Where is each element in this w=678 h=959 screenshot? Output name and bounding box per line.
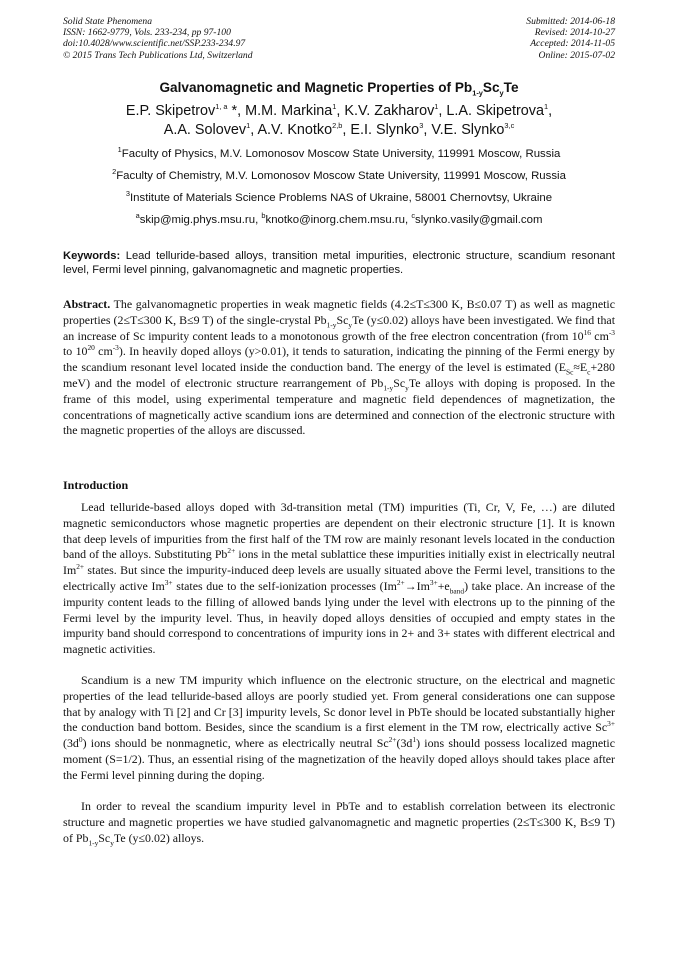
journal-info: [63, 16, 253, 61]
affiliation: $^3$Institute of Materials Science Problems NAS of Ukraine, 58001 Chernovtsy, Ukraine: [125, 189, 553, 204]
accepted-date: Accepted: 2014-11-05: [530, 38, 615, 50]
submitted-date: Submitted: 2014-06-18: [526, 16, 615, 27]
author: A.A. Solovev: [163, 122, 247, 138]
email-link[interactable]: knotko@inorg.chem.msu.ru: [265, 214, 405, 226]
body-paragraph: Lead telluride-based alloys doped with 3d-transition metal (TM) impurities (Ti, Cr, V, Fe, …) are diluted magnetic semiconductors whose magnetic properties are dependent on their electronic structure [1]. It is known that deep levels of impurities from the first half of the TM row are mainly resonant levels located in the conduction band of the alloys. Substituting $Pb^{2+}$ ions in the metal sublattice these impurities initially exist in electrically neutral $Im^{2+}$ states. But since the impurity-induced deep levels are usually situated above the Fermi level, transitions to the electrically active $Im^{3+}$ states due to the self-ionization processes $(Im^{2+}\to Im^{3+}+e_{band})$ take place. An increase of the impurity content leads to the filling of allowed bands lying under the level with electrons up to the pinning of the Fermi level by the impurity level. Thus, in heavily doped alloys densities of occupied and empty states in the impurity band should correspond to concentrations of impurity ions in 2+ and 3+ states with different electrical and magnetic activities.: [63, 500, 616, 657]
author: V.E. Slynko: [431, 122, 505, 138]
author: M.M. Markina: [245, 103, 333, 119]
keywords: Keywords: Lead telluride-based alloys, transition metal impurities, electronic structure, scandium resonant level, Fermi level pinning, galvanomagnetic and magnetic properties.: [63, 250, 615, 277]
journal-name: Solid State Phenomena: [63, 16, 152, 27]
affiliation: $^2$Faculty of Chemistry, M.V. Lomonosov Moscow State University, 119991 Moscow, Russia: [112, 167, 566, 182]
email-link[interactable]: slynko.vasily@gmail.com: [415, 214, 543, 226]
body-paragraph: Scandium is a new TM impurity which influence on the electronic structure, on the electrical and magnetic properties of the lead telluride-based alloys are poorly studied yet. From general considerations one can suppose that by analogy with Ti [2] and Cr [3] impurity levels, Sc donor level in PbTe should be located substantially higher the conduction band bottom. Besides, since the scandium is a first element in the TM row, electrically active $Sc^{3+}(3d^0)$ ions should be nonmagnetic, where as electrically neutral $Sc^{2+}(3d^1)$ ions should possess localized magnetic moment (S=1/2). Thus, an essential rising of the magnetization of the heavily doped alloys should takes place after the Fermi level pinning during the doping.: [63, 673, 615, 782]
abstract-paragraph: Abstract. The galvanomagnetic properties in weak magnetic fields (4.2≤T≤300 K, B≤0.07 T) as well as magnetic properties (2≤T≤300 K, B≤9 T) of the single-crystal $Pb_{1-y}Sc_yTe$ (y≤0.02) alloys have been investigated. We find that an increase of Sc impurity content leads to a monotonous growth of the free electron concentration (from $10^{16}$ $cm^{-3}$ to $10^{20}$ $cm^{-3}$). In heavily doped alloys (y>0.01), it tends to saturation, indicating the pinning of the Fermi energy by the scandium resonant level located inside the conduction band. The energy of the level is estimated ($E_{Sc}\approx E_c+280$ meV) and the model of electronic structure rearrangement of $Pb_{1-y}Sc_yTe$ alloys with doping is proposed. In the frame of this model, using experimental temperature and magnetic field dependences of magnetization, the concentrations of magnetically active scandium ions are determined and connection of the electronic structure with the magnetic properties of the alloys are discussed.: [63, 297, 616, 438]
author-list: E.P. Skipetrov$^{1, a}$ *, M.M. Markina$^1$, K.V. Zakharov$^1$, L.A. Skipetrova$^1$, A.A. Solovev$^1$, A.V. Knotko$^{2,b}$, E.I. Slynko$^3$, V.E. Slynko$^{3,c}$: [125, 102, 553, 138]
issn: ISSN: 1662-9779, Vols. 233-234, pp 97-100: [63, 27, 231, 39]
author: E.P. Skipetrov: [125, 103, 216, 119]
affiliation: $^1$Faculty of Physics, M.V. Lomonosov Moscow State University, 119991 Moscow, Russia: [117, 145, 561, 160]
online-date: Online: 2015-07-02: [538, 49, 615, 61]
doi: doi:10.4028/www.scientific.net/SSP.233-234.97: [63, 38, 246, 50]
copyright: © 2015 Trans Tech Publications Ltd, Switzerland: [63, 49, 253, 61]
email-link[interactable]: skip@mig.phys.msu.ru: [139, 214, 256, 226]
author-emails: $^a$skip@mig.phys.msu.ru, $^b$knotko@inorg.chem.msu.ru, $^c$slynko.vasily@gmail.com: [135, 211, 543, 226]
revised-date: Revised: 2014-10-27: [534, 27, 615, 39]
section-heading-introduction: Introduction: [63, 478, 129, 492]
body-paragraph: In order to reveal the scandium impurity level in PbTe and to establish correlation between its electronic structure and magnetic properties we have studied galvanomagnetic and magnetic properties (2≤T≤300 K, B≤9 T) of $Pb_{1-y}Sc_yTe$ (y≤0.02) alloys.: [63, 799, 615, 847]
author: E.I. Slynko: [350, 122, 420, 138]
publication-dates: [526, 16, 615, 61]
author: A.V. Knotko: [257, 122, 333, 138]
paper-title: Galvanomagnetic and Magnetic Properties of $Pb_{1-y}Sc_yTe$: [159, 80, 519, 98]
author: K.V. Zakharov: [344, 103, 435, 119]
author: L.A. Skipetrova: [446, 103, 544, 119]
